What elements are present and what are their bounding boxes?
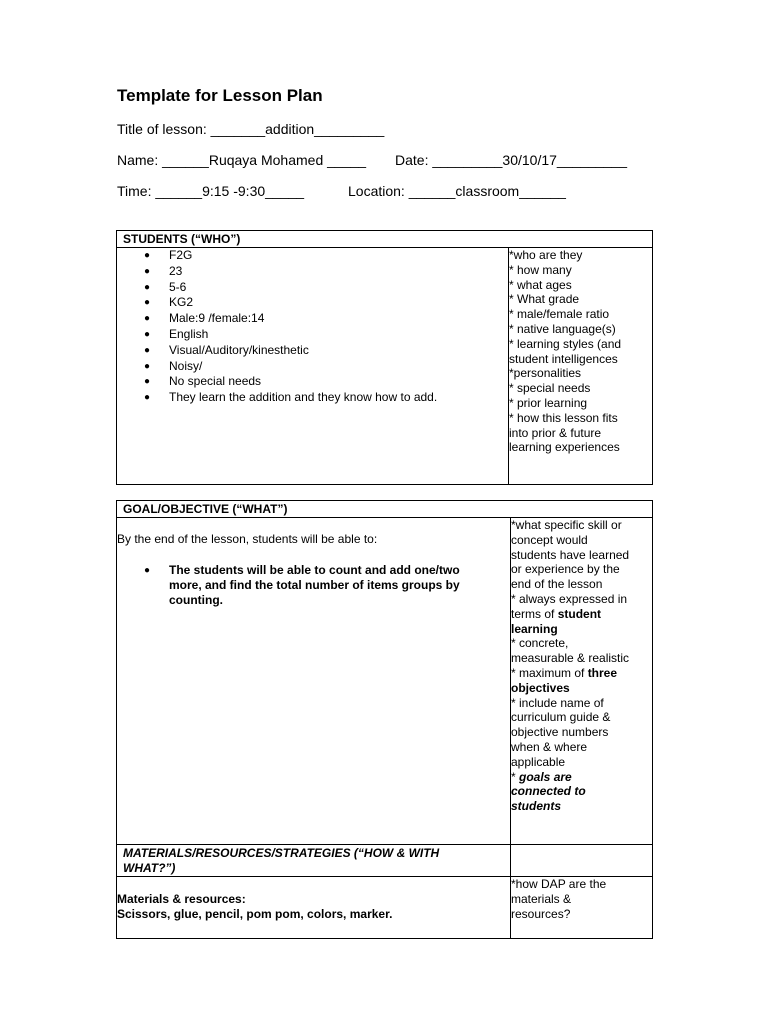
bullet-icon: ● [144,265,151,277]
list-item: ● Noisy/ [144,358,203,373]
list-item: ● They learn the addition and they know how to add. [144,390,438,405]
students-list [117,248,508,406]
list-item: ● KG2 [144,295,194,310]
bullet-icon: ● [144,392,151,404]
teacher-name-line: Name: ______Ruqaya Mohamed _____ [117,152,367,168]
date-line: Date: _________30/10/17_________ [395,152,627,168]
guide-line: * male/female ratio [509,307,610,322]
page-title: Template for Lesson Plan [117,86,323,105]
guide-line: * special needs [509,381,591,396]
students-header: STUDENTS (“WHO”) [117,231,653,248]
materials-details [117,877,511,939]
goal-header: GOAL/OBJECTIVE (“WHAT”) [117,501,653,518]
guide-line: *who are they [509,248,583,262]
bullet-icon: ● [144,250,151,261]
goal-guide: *what specific skill or concept would students have learned or experience by the end of the lesson * always expressed in terms of student learning * concrete, measurable & realistic * maximum of three objectives * include name of curriculum guide & objective numbers when & where applicable * goals are connected to students [511,518,653,845]
goal-materials-table [116,500,653,939]
list-item: ● English [144,326,209,341]
materials-list: Scissors, glue, pencil, pom pom, colors, marker. [117,907,393,921]
goal-intro: By the end of the lesson, students will be able to: [117,532,378,546]
goal-details [117,518,511,845]
bullet-icon: ● [144,297,151,309]
students-table [116,230,653,485]
list-item: ● 23 [144,263,183,278]
bullet-icon: ● [144,376,151,388]
students-details [117,248,509,485]
lesson-title-line: Title of lesson: _______addition_________ [117,121,385,137]
bullet-icon: ● [144,328,151,340]
time-line: Time: ______9:15 -9:30_____ [117,183,305,199]
guide-line: * how many [509,262,572,277]
bullet-icon: ● [144,281,151,293]
materials-guide: *how DAP are the materials & resources? [511,877,653,939]
list-item: ● 5-6 [144,279,187,294]
guide-line: *personalities [509,366,582,381]
bullet-icon: ● [144,360,151,372]
list-item: ● Male:9 /female:14 [144,311,265,326]
guide-line: * What grade [509,292,580,307]
guide-line: * how this lesson fits [509,410,618,425]
students-guide [509,248,653,485]
list-item: ● No special needs [144,374,262,389]
list-item: ● F2G [144,248,193,262]
location-line: Location: ______classroom______ [348,183,566,199]
materials-label: Materials & resources: [117,892,246,906]
materials-header-blank [511,845,653,877]
bullet-icon: ● [144,344,151,356]
materials-header: MATERIALS/RESOURCES/STRATEGIES (“HOW & WITH WHAT?”) [117,845,511,877]
list-item: ● Visual/Auditory/kinesthetic [144,342,309,357]
guide-line: * learning styles (and [509,336,622,351]
guide-line: student intelligences [509,351,618,366]
guide-line: * prior learning [509,395,588,410]
bullet-icon: ● [144,313,151,325]
guide-line: * what ages [509,277,572,292]
guide-line: * native language(s) [509,321,616,336]
goal-objective: ● The students will be able to count and add one/two more, and find the total number of items groups by counting. [144,563,460,607]
guide-line: into prior & future [509,425,602,440]
guide-line: learning experiences [509,440,620,455]
bullet-icon: ● [144,565,151,576]
